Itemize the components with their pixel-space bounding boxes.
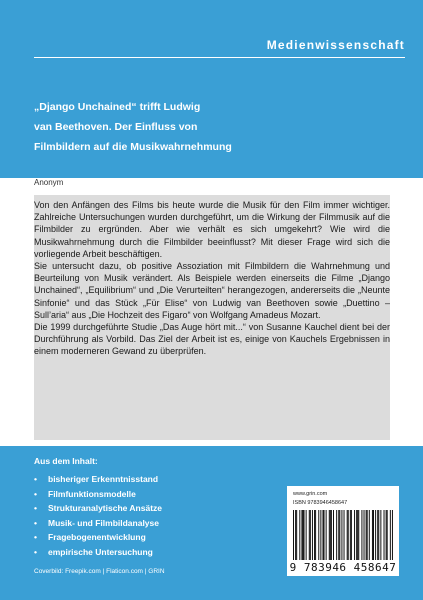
barcode-bar — [347, 510, 348, 560]
barcode-bar — [375, 510, 376, 560]
title-line: „Django Unchained“ trifft Ludwig — [34, 101, 201, 113]
isbn-label: ISBN 9783946458647 — [293, 500, 348, 506]
blurb-paragraph: Die 1999 durchgeführte Studie „Das Auge hört mit...“ von Susanne Kauchel dient bei der Durchführung als Vorbild. Das Ziel der Arbeit ist es, einige von Kauchels Ergebnissen in einem moderneren Gewand zu überprüfen. — [34, 322, 390, 357]
barcode-bar — [315, 510, 316, 560]
barcode-number: 9 783946 458647 — [289, 561, 397, 574]
barcode-bar — [331, 510, 332, 560]
blurb-box — [34, 195, 390, 440]
blurb-text — [34, 199, 390, 358]
barcode-bar — [336, 510, 337, 560]
barcode-bar — [354, 510, 355, 560]
barcode-bar — [330, 510, 331, 560]
barcode-bar — [295, 510, 296, 560]
barcode-bar — [372, 510, 373, 560]
contents-list — [34, 472, 162, 559]
title-line: Filmbildern auf die Musikwahrnehmung — [34, 141, 232, 153]
barcode-bar — [306, 510, 307, 560]
barcode-bar — [341, 510, 342, 560]
barcode-bar — [367, 510, 368, 560]
cover-header — [0, 0, 423, 178]
barcode-bar — [392, 510, 393, 560]
barcode-bar — [351, 510, 352, 560]
barcode-bar — [364, 510, 365, 560]
barcode-bar — [324, 510, 325, 560]
bullet-icon: • — [34, 488, 37, 499]
barcode-bar — [318, 510, 319, 560]
list-item — [34, 472, 162, 487]
barcode-bar — [350, 510, 351, 560]
blurb-paragraph: Von den Anfängen des Films bis heute wurde die Musik für den Film immer wichtiger. Zahlreiche Untersuchungen wurden durchgeführt, um die Wirkung der Filmmusik auf die Filmbilder zu ergründen. Aber wie verhält es sich umgekehrt? Wie wird die Musikwahrnehmung durch die Filmbilder beeinflusst? Mit dieser Frage wird sich die vorliegende Arbeit beschäftigen. — [34, 200, 390, 259]
barcode-bar — [304, 510, 305, 560]
barcode-bar — [361, 510, 362, 560]
bullet-icon: • — [34, 517, 37, 528]
barcode-bar — [339, 510, 340, 560]
list-item — [34, 516, 162, 531]
barcode-bar — [329, 510, 330, 560]
barcode-bar — [296, 510, 297, 560]
barcode-bar — [387, 510, 388, 560]
contents-heading: Aus dem Inhalt: — [34, 456, 98, 466]
barcode-bar — [301, 510, 302, 560]
cover-credits: Coverbild: Freepik.com | Flaticon.com | GRIN — [34, 568, 165, 575]
barcode-bar — [314, 510, 315, 560]
list-item — [34, 530, 162, 545]
bullet-icon: • — [34, 532, 37, 542]
barcode-bar — [378, 510, 379, 560]
barcode-bar — [356, 510, 357, 560]
barcode-bar — [344, 510, 345, 560]
isbn-barcode-box — [287, 486, 399, 576]
barcode-bar — [320, 510, 321, 560]
barcode-bar — [384, 510, 385, 560]
barcode-icon — [293, 510, 393, 562]
publisher-url: www.grin.com — [293, 491, 328, 497]
list-item-label: Filmfunktionsmodelle — [48, 488, 136, 499]
book-title — [34, 97, 364, 157]
barcode-bar — [390, 510, 391, 560]
title-line: van Beethoven. Der Einfluss von — [34, 121, 198, 133]
barcode-bar — [380, 510, 381, 560]
barcode-bar — [369, 510, 370, 560]
list-item-label: bisheriger Erkenntnisstand — [48, 474, 159, 484]
bullet-icon: • — [34, 546, 37, 557]
list-item-label: Musik- und Filmbildanalyse — [48, 517, 159, 528]
barcode-bar — [302, 510, 303, 560]
list-item — [34, 501, 162, 516]
barcode-bar — [326, 510, 327, 560]
barcode-bar — [322, 510, 323, 560]
blurb-paragraph: Sie untersucht dazu, ob positive Assoziation mit Filmbildern die Wahrnehmung und Beurteilung von Musik verändert. Als Beispiele werden einerseits die Filme „Django Unchained“, „Equilibrium“ und „Die Verurteilten“ herangezogen, andererseits die „Neunte Sinfonie“ und das Stück „Für Elise“ von Ludwig van Beethoven sowie „Duettino – Sull’aria“ aus „Die Hochzeit des Figaro“ von Wolfgang Amadeus Mozart. — [34, 261, 390, 320]
list-item-label: empirische Untersuchung — [48, 546, 153, 557]
barcode-bar — [338, 510, 339, 560]
barcode-bar — [366, 510, 367, 560]
list-item-label: Fragebogenentwicklung — [48, 532, 146, 542]
barcode-bar — [373, 510, 374, 560]
barcode-bar — [348, 510, 349, 560]
bullet-icon: • — [34, 503, 37, 513]
barcode-bar — [299, 510, 300, 560]
barcode-bar — [377, 510, 378, 560]
barcode-bar — [293, 510, 294, 560]
barcode-bar — [309, 510, 310, 560]
barcode-bar — [312, 510, 313, 560]
barcode-bar — [386, 510, 387, 560]
category-divider — [34, 57, 405, 58]
bullet-icon: • — [34, 474, 37, 484]
barcode-bar — [358, 510, 359, 560]
list-item-label: Strukturanalytische Ansätze — [48, 503, 162, 513]
author-name: Anonym — [34, 178, 64, 187]
list-item — [34, 545, 162, 560]
barcode-bar — [310, 510, 311, 560]
barcode-bar — [357, 510, 358, 560]
category-label: Medienwissenschaft — [266, 38, 405, 52]
barcode-bar — [333, 510, 334, 560]
list-item — [34, 487, 162, 502]
